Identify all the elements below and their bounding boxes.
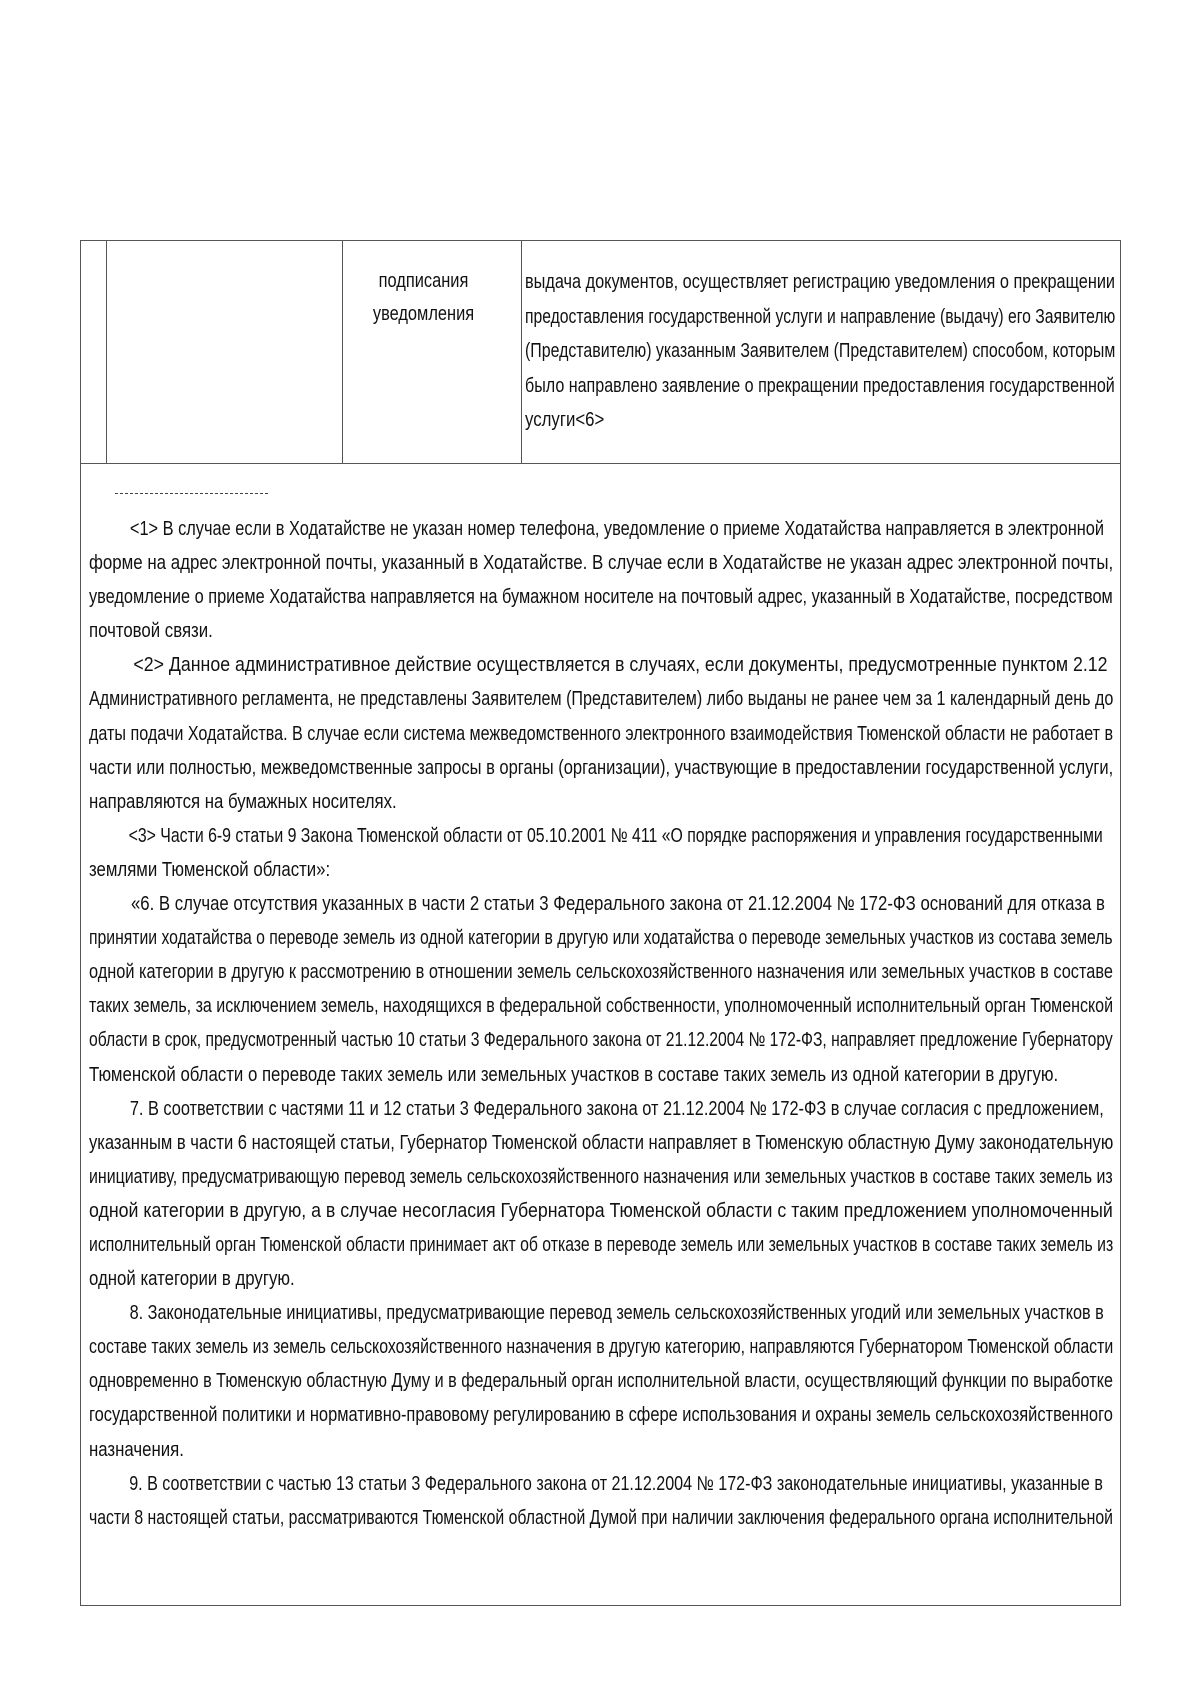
footnote-line: форме на адрес электронной почты, указанный в Ходатайстве. В случае если в Ходатайстве не указан адрес электронной почты, <box>89 552 1114 575</box>
footnote-line: составе таких земель из земель сельскохозяйственного назначения в другую категорию, направляются Губернатором Тюменской области <box>89 1336 1114 1359</box>
footnote-line: части 8 настоящей статьи, рассматриваются Тюменской областной Думой при наличии заключения федерального органа исполнительной <box>89 1506 1113 1529</box>
column-divider <box>106 241 107 464</box>
footnote-line: даты подачи Ходатайства. В случае если система межведомственного электронного взаимодействия Тюменской области не работает в <box>89 722 1114 745</box>
footnote-line: Административного регламента, не представлены Заявителем (Представителем) либо выданы не ранее чем за 1 календарный день до <box>89 688 1114 711</box>
action-line: услуги<6> <box>525 409 605 431</box>
footnote-line: области в срок, предусмотренный частью 10 статьи 3 Федерального закона от 21.12.2004 № 172-ФЗ, направляет предложение Губернатору <box>89 1029 1113 1052</box>
footnote-separator <box>115 493 268 494</box>
status-cell <box>353 265 493 331</box>
footnote-text <box>89 512 1113 1535</box>
status-line: подписания <box>378 270 469 292</box>
footnote-line: 7. В соответствии с частями 11 и 12 статьи 3 Федерального закона от 21.12.2004 № 172-ФЗ в случае согласия с предложением, <box>129 1097 1104 1120</box>
column-divider <box>521 241 522 464</box>
footnote-line: инициативу, предусматривающую перевод земель сельскохозяйственного назначения или земельных участков в составе таких земель из <box>89 1165 1113 1188</box>
footnote-line: таких земель, за исключением земель, находящихся в федеральной собственности, уполномоченный исполнительный орган Тюменской <box>89 995 1114 1018</box>
footnote-line: одной категории в другую, а в случае несогласия Губернатора Тюменской области с таким предложением уполномоченный <box>89 1199 1113 1222</box>
footnote-line: Тюменской области о переводе таких земель или земельных участков в составе таких земель из одной категории в другую. <box>89 1063 1059 1086</box>
footnote-line: <2> Данное административное действие осуществляется в случаях, если документы, предусмотренные пунктом 2.12 <box>133 654 1108 677</box>
footnote-line: <3> Части 6-9 статьи 9 Закона Тюменской области от 05.10.2001 № 411 «О порядке распоряжения и управления государственными <box>128 824 1103 847</box>
column-divider <box>342 241 343 464</box>
footnote-line: почтовой связи. <box>89 620 213 643</box>
footnote-line: землями Тюменской области»: <box>89 858 331 881</box>
footnote-line: принятии ходатайства о переводе земель из одной категории в другую или ходатайства о переводе земельных участков из состава земель <box>89 927 1113 950</box>
status-line: уведомления <box>372 303 475 325</box>
footnote-line: <1> В случае если в Ходатайстве не указан номер телефона, уведомление о приеме Ходатайства направляется в электронной <box>129 518 1104 540</box>
footnote-line: назначения. <box>89 1438 184 1461</box>
footnote-line: указанным в части 6 настоящей статьи, Губернатор Тюменской области направляет в Тюменскую областную Думу законодательную <box>89 1131 1114 1154</box>
footnote-line: 8. Законодательные инициативы, предусматривающие перевод земель сельскохозяйственных угодий или земельных участков в <box>129 1302 1104 1325</box>
footnote-line: направляются на бумажных носителях. <box>89 790 397 813</box>
action-line: было направлено заявление о прекращении предоставления государственной <box>525 374 1115 397</box>
footnote-line: одной категории в другую к рассмотрению в отношении земель сельскохозяйственного назначения или земельных участков в составе <box>89 961 1113 984</box>
document-page <box>80 240 1121 1606</box>
action-line: выдача документов, осуществляет регистрацию уведомления о прекращении <box>525 271 1116 293</box>
table-row <box>81 241 1120 464</box>
footnote-line: государственной политики и нормативно-правовому регулированию в сфере использования и охраны земель сельскохозяйственного <box>89 1404 1113 1427</box>
footnotes-section <box>81 464 1120 1607</box>
footnote-line: 9. В соответствии с частью 13 статьи 3 Федерального закона от 21.12.2004 № 172-ФЗ законодательные инициативы, указанные в <box>129 1472 1103 1495</box>
footnote-line: одной категории в другую. <box>89 1268 295 1291</box>
action-cell <box>525 265 1115 438</box>
footnote-line: «6. В случае отсутствия указанных в части 2 статьи 3 Федерального закона от 21.12.2004 № 172-ФЗ оснований для отказа в <box>130 893 1105 916</box>
action-line: (Представителю) указанным Заявителем (Представителем) способом, которым <box>525 340 1116 362</box>
footnote-line: одновременно в Тюменскую областную Думу и в федеральный орган исполнительной власти, осуществляющий функции по выработке <box>89 1370 1113 1393</box>
footnote-line: части или полностью, межведомственные запросы в органы (организации), участвующие в предоставлении государственной услуги, <box>89 756 1114 779</box>
footnote-line: уведомление о приеме Ходатайства направляется на бумажном носителе на почтовый адрес, указанный в Ходатайстве, посредством <box>89 586 1113 609</box>
action-line: предоставления государственной услуги и направление (выдачу) его Заявителю <box>525 305 1116 328</box>
footnote-line: исполнительный орган Тюменской области принимает акт об отказе в переводе земель или земельных участков в составе таких земель из <box>89 1233 1114 1256</box>
